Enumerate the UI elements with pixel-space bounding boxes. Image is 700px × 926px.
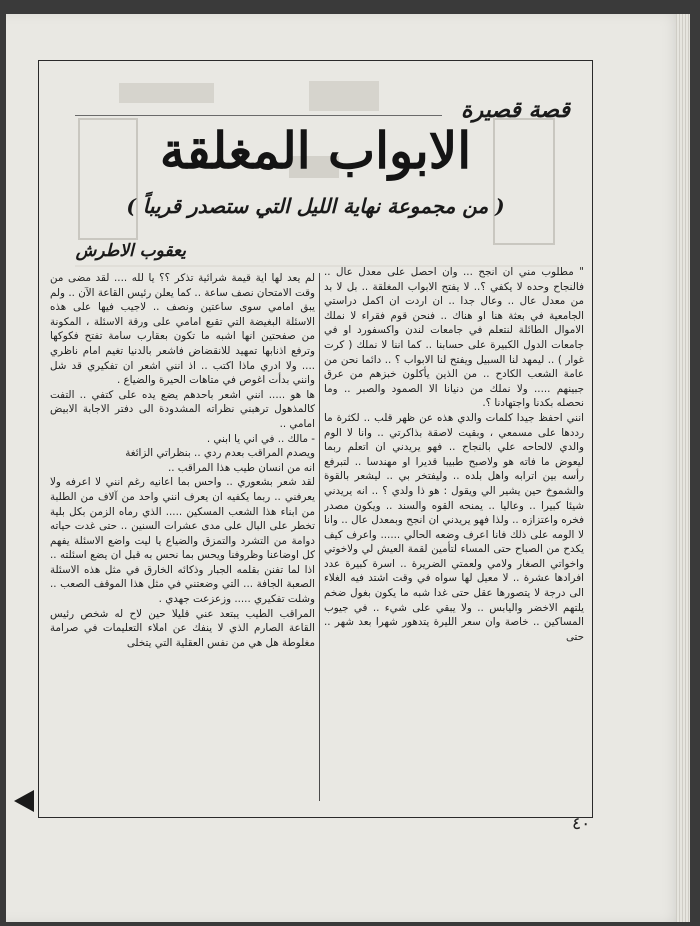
kicker-label: قصة قصيرة xyxy=(461,97,570,123)
kicker-rule xyxy=(75,115,442,116)
page-number: ٤٠ xyxy=(572,814,591,834)
magazine-page xyxy=(6,14,690,922)
author-byline: يعقوب الاطرش xyxy=(75,241,186,261)
text-column-right: " مطلوب مني ان انجح ... وان احصل على معدل عال .. فالنجاح وحده لا يكفي ؟.. لا يفتح الابواب المغلقة .. بل لا بد من معدل عال .. وعال جدا .. ان اردت ان اكمل دراستي الجامعية في بعثة هنا او هناك .. فنحن قوم فقراء لا نملك الاموال الطائلة لنتعلم في جامعات لندن واكسفورد او في جامعات الدول الكبيرة على حسابنا .. كما اننا لا نملك ( كرت غوار ) .. ليمهد لنا السبيل ويفتح لنا الابواب ؟ .. دائما نحن من عامة الشعب الكادح .. من الذين يأكلون خبزهم من عرق جبينهم ..... ولا نملك من دنيانا الا الصمود والصبر .. وما نحصله بكدنا واجتهادنا ؟. انني احفظ جيدا كلمات والدي هذه عن ظهر قلب .. لكثرة ما رددها على مسمعي ، وبقيت لاصقة بذاكرتي .. وانا لا الوم والدي لالحاحه علي بالنجاح .. فهو يريدني ان اتعلم ربما ليعوض ما فاته هو ولاصبح طبيبا قديرا او مهندسا .. لتبرفع رأسه بين اترابه واهل بلده .. وليفتخر بي .. ليشعر بالقوة والشموخ حين يشير الي ويقول : هو ذا ولدي ؟ .. انه يريدني شيئا كبيرا .. وعاليا .. يمنحه القوه والسند .. ويكون مصدر فخره واعتزازه .. ولذا فهو يريدني ان انجح وبمعدل عال .. وانا لا الومه على ذلك فانا اعرف وضعه الحالي ...... واعرف كيف يكدح من الصباح حتى المساء لتأمين لقمة العيش لي ولاخوتي واخواتي الصغار ولامي ولعمتي الضريرة .. اسرة كبيرة عدد افرادها عشرة .. لا معيل لها سواه في وقت اشتد فيه الغلاء الى درجة لا يتصورها عقل حتى غدا شبه ما يكون بغول ضخم يلتهم الاخضر واليابس .. ولا يبقي على شيء .. في جيوب المساكين .. خاصة وان سعر الليرة يتدهور شهرا بعد شهر .. حتى xyxy=(324,266,584,643)
article-frame xyxy=(38,60,593,818)
page-turn-arrow-icon xyxy=(14,790,34,812)
column-divider xyxy=(319,273,320,801)
text-column-left: لم يعد لها اية قيمة شرائية تذكر ؟؟ يا لله .... لقد مضى من وقت الامتحان نصف ساعة .. كما يعلن رئيس القاعة الآن .. ولم يبق امامي سوى ساعتين ونصف .. لاجيب فيها على هذه الاسئلة البغيضة التي تقبع امامي على ورقة الاسئلة ، المكونة من صفحتين انها اشبه ما تكون بعقارب سامة تفتح فكوكها وترفع اذنابها تمهيد للانقضاض فاشعر بالدنيا تغيم امام ناظري .... ولا ادري ماذا اكتب .. اذ انني اشعر ان تفكيري قد شل وانني بدأت اغوص في متاهات الحيرة والضياع . ها هو ..... انني اشعر باحدهم يضع يده على كتفي .. التفت كالمذهول ترهبني نظراته المشدودة الى دفتر الاجابة الابيض امامي .. - مالك .. في اني يا ابني . ويصدم المراقب بعدم ردي .. بنظراتي الزائغة انه من انسان طيب هذا المراقب .. لقد شعر بشعوري .. واحس بما اعانيه رغم انني لا اعرفه ولا يعرفني .. ربما يكفيه ان يعرف انني واحد من آلاف من الطلبة من ابناء هذا الشعب المسكين ..... الذي رماه الزمن بكل بلية تخطر على البال على مدى عشرات السنين .. حتى غدت حياته دوامة من التشرد والتمزق والضياع يا ليت واضع الاسئلة يفهم كل اوضاعنا وظروفنا ويحس بما نحس به قبل ان يضع اسئلته .. اذا لما تفنن بقلمه الجبار وذكائه الخارق في مثل هذه الاسئلة الصعبة الجافة ... التي وضعتني في مثل هذا الموقف الصعب .. وشلت تفكيري ..... وزعزعت جهدي . المراقب الطيب يبتعد عني قليلا حين لاح له شخص رئيس القاعة الصارم الذي لا ينفك عن املاء التعليمات في صرامة مغلوطة هل هي من نفس العقلية التي يتخلى xyxy=(50,272,315,649)
story-subtitle: ( من مجموعة نهاية الليل التي ستصدر قريباً ) xyxy=(126,194,505,218)
story-title: الابواب المغلقة xyxy=(159,121,472,180)
page-edge xyxy=(676,14,690,922)
